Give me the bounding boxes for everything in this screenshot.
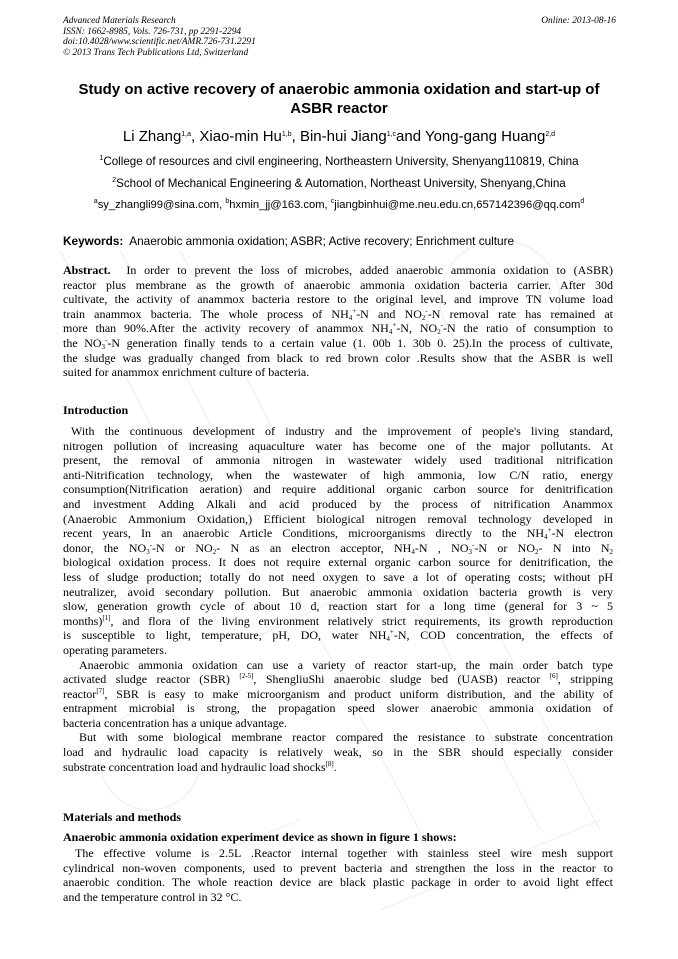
intro-line: slow, generation growth cycle of about 10 d, reaction start for a long time (general for 3 ~ 5	[63, 599, 613, 614]
chem-sup: -	[425, 306, 428, 315]
affiliation-2	[40, 177, 638, 190]
intro-line: biological oxidation process. It does not require external organic carbon source for denitrification, the	[63, 555, 613, 570]
email-link[interactable]: jiangbinhui@me.neu.edu.cn,657142396@qq.com	[334, 199, 581, 211]
citation[interactable]: [1]	[102, 613, 111, 622]
intro-line	[63, 541, 613, 556]
chem-sup: +	[392, 321, 397, 330]
intro-text: reactor	[63, 686, 97, 701]
intro-text: , stripping	[557, 672, 613, 687]
intro-text: substrate concentration load and hydraulic load shocks	[63, 759, 326, 774]
doi-line: doi:10.4028/www.scientific.net/AMR.726-731.2291	[63, 37, 256, 47]
abstract-text: train anammox bacteria. The whole process of NH	[63, 306, 349, 321]
author-name: Li Zhang	[122, 128, 182, 145]
chem-sub: 2	[609, 547, 614, 556]
affiliation-text: College of resources and civil engineering, Northeastern University, Shenyang110819, China	[103, 155, 579, 168]
chem-sup: +	[389, 628, 394, 637]
abstract-line: cultivate, the activity of anammox bacteria restore to the original level, and improve TN volume load	[63, 292, 613, 307]
author-sup: 1,a	[181, 131, 192, 138]
abstract-line	[63, 263, 613, 278]
chem-sup: +	[352, 306, 357, 315]
section-heading-methods: Materials and methods	[63, 810, 181, 824]
methods-line: cylindrical non-woven components, used to prevent bacteria and strengthen the loss in the reactor to	[63, 860, 613, 875]
intro-text: , ShengliuShi anaerobic sludge bed (UASB) reactor	[253, 672, 550, 687]
author-sup: 1,c	[386, 131, 397, 138]
journal-name: Advanced Materials Research	[63, 16, 176, 26]
title-line-1: Study on active recovery of anaerobic ammonia oxidation and start-up of	[78, 81, 600, 98]
intro-text: -N electron	[551, 526, 613, 541]
intro-line: Anaerobic ammonia oxidation can use a variety of reactor start-up, the main order batch type	[79, 657, 613, 672]
author-name: , Bin-hui Jiang	[291, 128, 387, 145]
intro-line: anti-Nitrification technology, when the wastewater of high ammonia, low C/N ratio, energy	[63, 467, 613, 482]
intro-text: .	[333, 759, 337, 774]
intro-line: and investment Adding Alkali and acid produced by the process of nitrification Anammox	[63, 496, 613, 511]
abstract-line: suited for anammox enrichment culture of bacteria.	[63, 365, 310, 380]
citation[interactable]: [8]	[325, 759, 334, 768]
keywords-label: Keywords:	[63, 234, 124, 248]
issn-line: ISSN: 1662-8985, Vols. 726-731, pp 2291-2294	[63, 26, 242, 37]
author-list	[40, 128, 638, 145]
intro-line	[63, 687, 613, 702]
title-line-2: ASBR reactor	[290, 100, 388, 117]
section-heading-introduction: Introduction	[63, 403, 129, 417]
intro-text: donor, the NO	[63, 540, 147, 555]
intro-line: load and hydraulic load capacity is relatively weak, so in the SBR should especially consider	[63, 745, 613, 760]
subsection-heading: Anaerobic ammonia oxidation experiment device as shown in figure 1 shows:	[63, 830, 457, 844]
intro-text: -N, COD concentration, the effects of	[393, 628, 614, 643]
abstract-text: -N and NO	[356, 306, 422, 321]
abstract-text: -N the ratio of consumption to	[443, 321, 614, 336]
intro-text: recent years, In an anaerobic Article Conditions, microorganisms directly to the NH	[63, 526, 545, 541]
intro-text: -N , NO	[414, 540, 469, 555]
email-sup: b	[225, 198, 230, 205]
chem-sub: 4	[348, 313, 353, 322]
affiliation-sup: 2	[112, 177, 117, 184]
chem-sup: -	[105, 335, 108, 344]
chem-sub: 4	[388, 328, 393, 337]
author-sup: 2,d	[545, 131, 556, 138]
email-link[interactable]: sy_zhangli99@sina.com,	[97, 199, 226, 211]
intro-line: neutralizer, avoid secondary pollution. But anaerobic ammonia oxidation bacteria growth is very	[63, 584, 613, 599]
abstract-line	[63, 307, 613, 322]
chem-sub: 2	[437, 328, 441, 337]
abstract-line: the sludge was gradually changed from black to red brown color .Results show that the ASBR is well	[63, 350, 613, 365]
methods-line	[63, 890, 613, 905]
intro-text: , and flora of the living environment relatively strict requirements, its growth reproduction	[110, 613, 613, 628]
intro-line: (Anaerobic Ammonium Oxidation,) Efficient biological nitrogen removal technology developed in	[63, 511, 613, 526]
intro-text: months)	[63, 613, 103, 628]
email-sup: d	[580, 198, 585, 205]
citation[interactable]: [6]	[549, 672, 558, 681]
intro-text: is susceptible to light, temperature, pH, DO, water NH	[63, 628, 387, 643]
abstract-text: the NO	[63, 335, 102, 350]
intro-line: bacteria concentration has a unique advantage.	[63, 715, 287, 730]
chem-sub: 2	[212, 547, 217, 556]
intro-line: But with some biological membrane reactor compared the resistance to substrate concentration	[79, 730, 613, 745]
chem-sup: -	[440, 321, 444, 330]
affiliation-text: School of Mechanical Engineering & Automation, Northeast University, Shenyang,China	[116, 177, 566, 190]
citation[interactable]: [2-5]	[239, 672, 254, 681]
paper-title	[40, 80, 638, 118]
intro-line	[63, 628, 613, 643]
methods-text: and the temperature control in 32	[63, 889, 226, 904]
author-sup: 1,b	[281, 131, 292, 138]
intro-line	[63, 614, 613, 629]
intro-text: -N or NO	[152, 540, 213, 555]
intro-line: operating parameters.	[63, 642, 167, 657]
author-name: , Xiao-min Hu	[191, 128, 282, 145]
keywords-text: Anaerobic ammonia oxidation; ASBR; Active recovery; Enrichment culture	[129, 234, 515, 248]
affiliation-1	[40, 155, 638, 168]
methods-body	[63, 846, 613, 904]
intro-line	[63, 526, 613, 541]
abstract	[63, 263, 613, 380]
intro-text: , SBR is easy to make microorganism and product uniform distribution, and the ability of	[104, 686, 613, 701]
abstract-text: more than 90%.After the activity recovery of anammox NH	[63, 321, 389, 336]
intro-text: activated sludge reactor (SBR)	[63, 672, 240, 687]
chem-sub: 4	[544, 533, 548, 542]
email-sup: c	[330, 198, 335, 205]
abstract-text: In order to prevent the loss of microbes, added anaerobic ammonia oxidation to (ASBR)	[126, 263, 614, 277]
chem-sub: 4	[386, 635, 390, 644]
abstract-text: -N generation finally tends to a certain value (1. 00b 1. 30b 0. 25).In the process of cultivate,	[107, 335, 613, 350]
chem-sub: 3	[468, 547, 472, 556]
affiliation-sup: 1	[99, 155, 104, 162]
abstract-line	[63, 336, 613, 351]
chem-sup: -	[149, 540, 153, 549]
chem-sub: 2	[421, 313, 426, 322]
chem-sub: 3	[101, 342, 106, 351]
citation[interactable]: [7]	[96, 686, 105, 695]
methods-line: anaerobic condition. The whole reaction device are black plastic package in order to avoid light effect	[63, 875, 613, 890]
email-sup: a	[93, 198, 98, 205]
methods-line: The effective volume is 2.5L .Reactor internal together with stainless steel wire mesh support	[75, 846, 613, 860]
intro-line: With the continuous development of industry and the improvement of people's living standard,	[71, 424, 613, 438]
intro-line: nitrogen pollution of increasing aquaculture water has become one of the major pollutants. At	[63, 438, 613, 453]
chem-sub: 3	[146, 547, 150, 556]
author-name: and Yong-gang Huang	[396, 128, 546, 145]
intro-text: - N as an electron acceptor, NH	[216, 540, 412, 555]
abstract-line: reactor plus membrane as the growth of anaerobic ammonia oxidation bacteria carrier. After 30d	[63, 277, 613, 292]
intro-text: -N or NO	[474, 540, 536, 555]
intro-line: less of sludge production; totally do not need oxygen to save a lot of operating costs; without pH	[63, 569, 613, 584]
intro-line	[63, 760, 613, 775]
chem-sup: -	[472, 540, 475, 549]
keywords	[63, 234, 514, 248]
intro-line	[63, 672, 613, 687]
chem-sub: 2	[535, 547, 539, 556]
email-line	[40, 199, 638, 211]
methods-text: °C.	[225, 889, 242, 904]
online-date: Online: 2013-08-16	[541, 16, 616, 26]
abstract-label: Abstract.	[63, 263, 111, 277]
introduction-body	[63, 424, 613, 774]
chem-sub: 4	[411, 547, 415, 556]
abstract-line	[63, 321, 613, 336]
intro-line: consumption(Nitrification aeration) and require additional organic carbon source for denitrification	[63, 482, 613, 497]
copyright-line: © 2013 Trans Tech Publications Ltd, Switzerland	[63, 47, 249, 58]
chem-sup: +	[547, 526, 552, 535]
abstract-text: -N removal rate has remained at	[427, 306, 613, 321]
intro-line: entrapment microbial is strong, the propagation speed slower anaerobic ammonia oxidation of	[63, 701, 613, 716]
intro-line: present, the removal of ammonia nitrogen in wastewater widely used traditional nitrification	[63, 453, 613, 468]
intro-text: - N into N	[538, 540, 610, 555]
abstract-text: -N, NO	[396, 321, 438, 336]
email-link[interactable]: hxmin_jj@163.com,	[229, 199, 331, 211]
